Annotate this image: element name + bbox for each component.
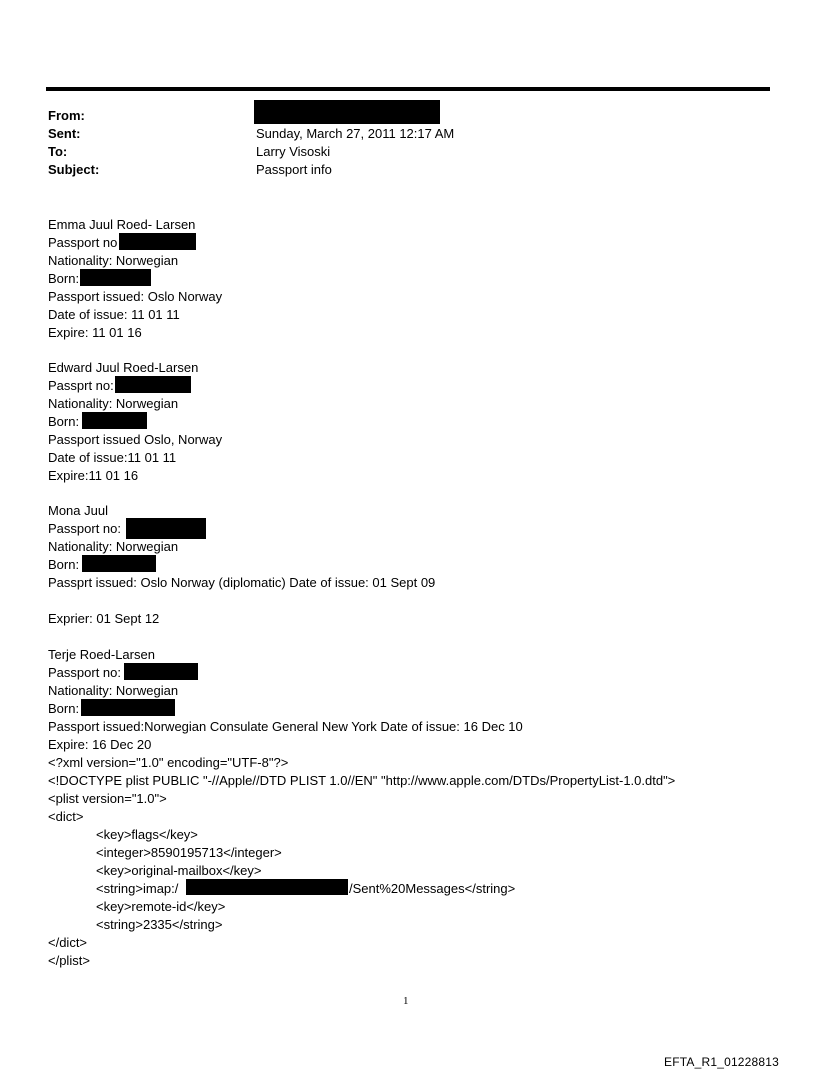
body-line: <plist version="1.0"> <box>48 791 167 806</box>
body-line: Nationality: Norwegian <box>48 683 179 698</box>
redaction <box>124 663 198 680</box>
body-line: Nationality: Norwegian <box>48 396 179 411</box>
body-line: Expire:11 01 16 <box>48 468 139 483</box>
body-line: Nationality: Norwegian <box>48 253 179 268</box>
body-line: <string>imap:/ <box>96 881 179 896</box>
redaction <box>82 555 156 572</box>
body-line: Exprier: 01 Sept 12 <box>48 611 160 626</box>
body-line: Born: <box>48 701 80 716</box>
body-line: Edward Juul Roed-Larsen <box>48 360 199 375</box>
body-line: </plist> <box>48 953 90 968</box>
body-line: Date of issue: 11 01 11 <box>48 307 180 322</box>
from-label: From: <box>48 108 85 123</box>
redaction <box>81 699 175 716</box>
body-line: Passport no <box>48 235 118 250</box>
body-line: Expire: 11 01 16 <box>48 325 142 340</box>
body-line: Terje Roed-Larsen <box>48 647 155 662</box>
body-line: Mona Juul <box>48 503 108 518</box>
body-line: Passport issued:Norwegian Consulate General New York Date of issue: 16 Dec 10 <box>48 719 523 734</box>
body-line: Passprt no: <box>48 378 114 393</box>
body-line: <dict> <box>48 809 84 824</box>
body-line: Passport no: <box>48 665 121 680</box>
body-line: <integer>8590195713</integer> <box>96 845 282 860</box>
redaction <box>82 412 147 429</box>
body-line: <key>original-mailbox</key> <box>96 863 262 878</box>
body-line: <key>flags</key> <box>96 827 198 842</box>
body-line: Born: <box>48 557 80 572</box>
redaction <box>126 518 206 539</box>
page-number: 1 <box>403 995 409 1007</box>
header-rule <box>46 87 770 91</box>
sent-label: Sent: <box>48 126 81 141</box>
subject-label: Subject: <box>48 162 100 177</box>
body-line: Passport issued: Oslo Norway <box>48 289 223 304</box>
redaction <box>80 269 151 286</box>
body-line: </dict> <box>48 935 88 950</box>
redaction <box>115 376 191 393</box>
redaction <box>186 879 348 895</box>
redaction <box>119 233 196 250</box>
body-line: <?xml version="1.0" encoding="UTF-8"?> <box>48 755 289 770</box>
body-line: <key>remote-id</key> <box>96 899 226 914</box>
body-line: Passport no: <box>48 521 121 536</box>
subject-value: Passport info <box>256 162 332 177</box>
body-line: Emma Juul Roed- Larsen <box>48 217 196 232</box>
to-label: To: <box>48 144 68 159</box>
to-value: Larry Visoski <box>256 144 331 159</box>
body-line: Born: <box>48 414 80 429</box>
bates-number: EFTA_R1_01228813 <box>664 1055 780 1069</box>
body-line: <string>2335</string> <box>96 917 223 932</box>
body-line: Passprt issued: Oslo Norway (diplomatic) Date of issue: 01 Sept 09 <box>48 575 436 590</box>
body-line: Passport issued Oslo, Norway <box>48 432 223 447</box>
body-line: Born: <box>48 271 80 286</box>
sent-value: Sunday, March 27, 2011 12:17 AM <box>256 126 455 141</box>
body-line: Expire: 16 Dec 20 <box>48 737 152 752</box>
body-line: <!DOCTYPE plist PUBLIC "-//Apple//DTD PLIST 1.0//EN" "http://www.apple.com/DTDs/PropertyList-1.0.dtd"> <box>48 773 676 788</box>
redaction-from <box>254 100 440 124</box>
body-line: /Sent%20Messages</string> <box>349 881 516 896</box>
body-line: Date of issue:11 01 11 <box>48 450 177 465</box>
body-line: Nationality: Norwegian <box>48 539 179 554</box>
